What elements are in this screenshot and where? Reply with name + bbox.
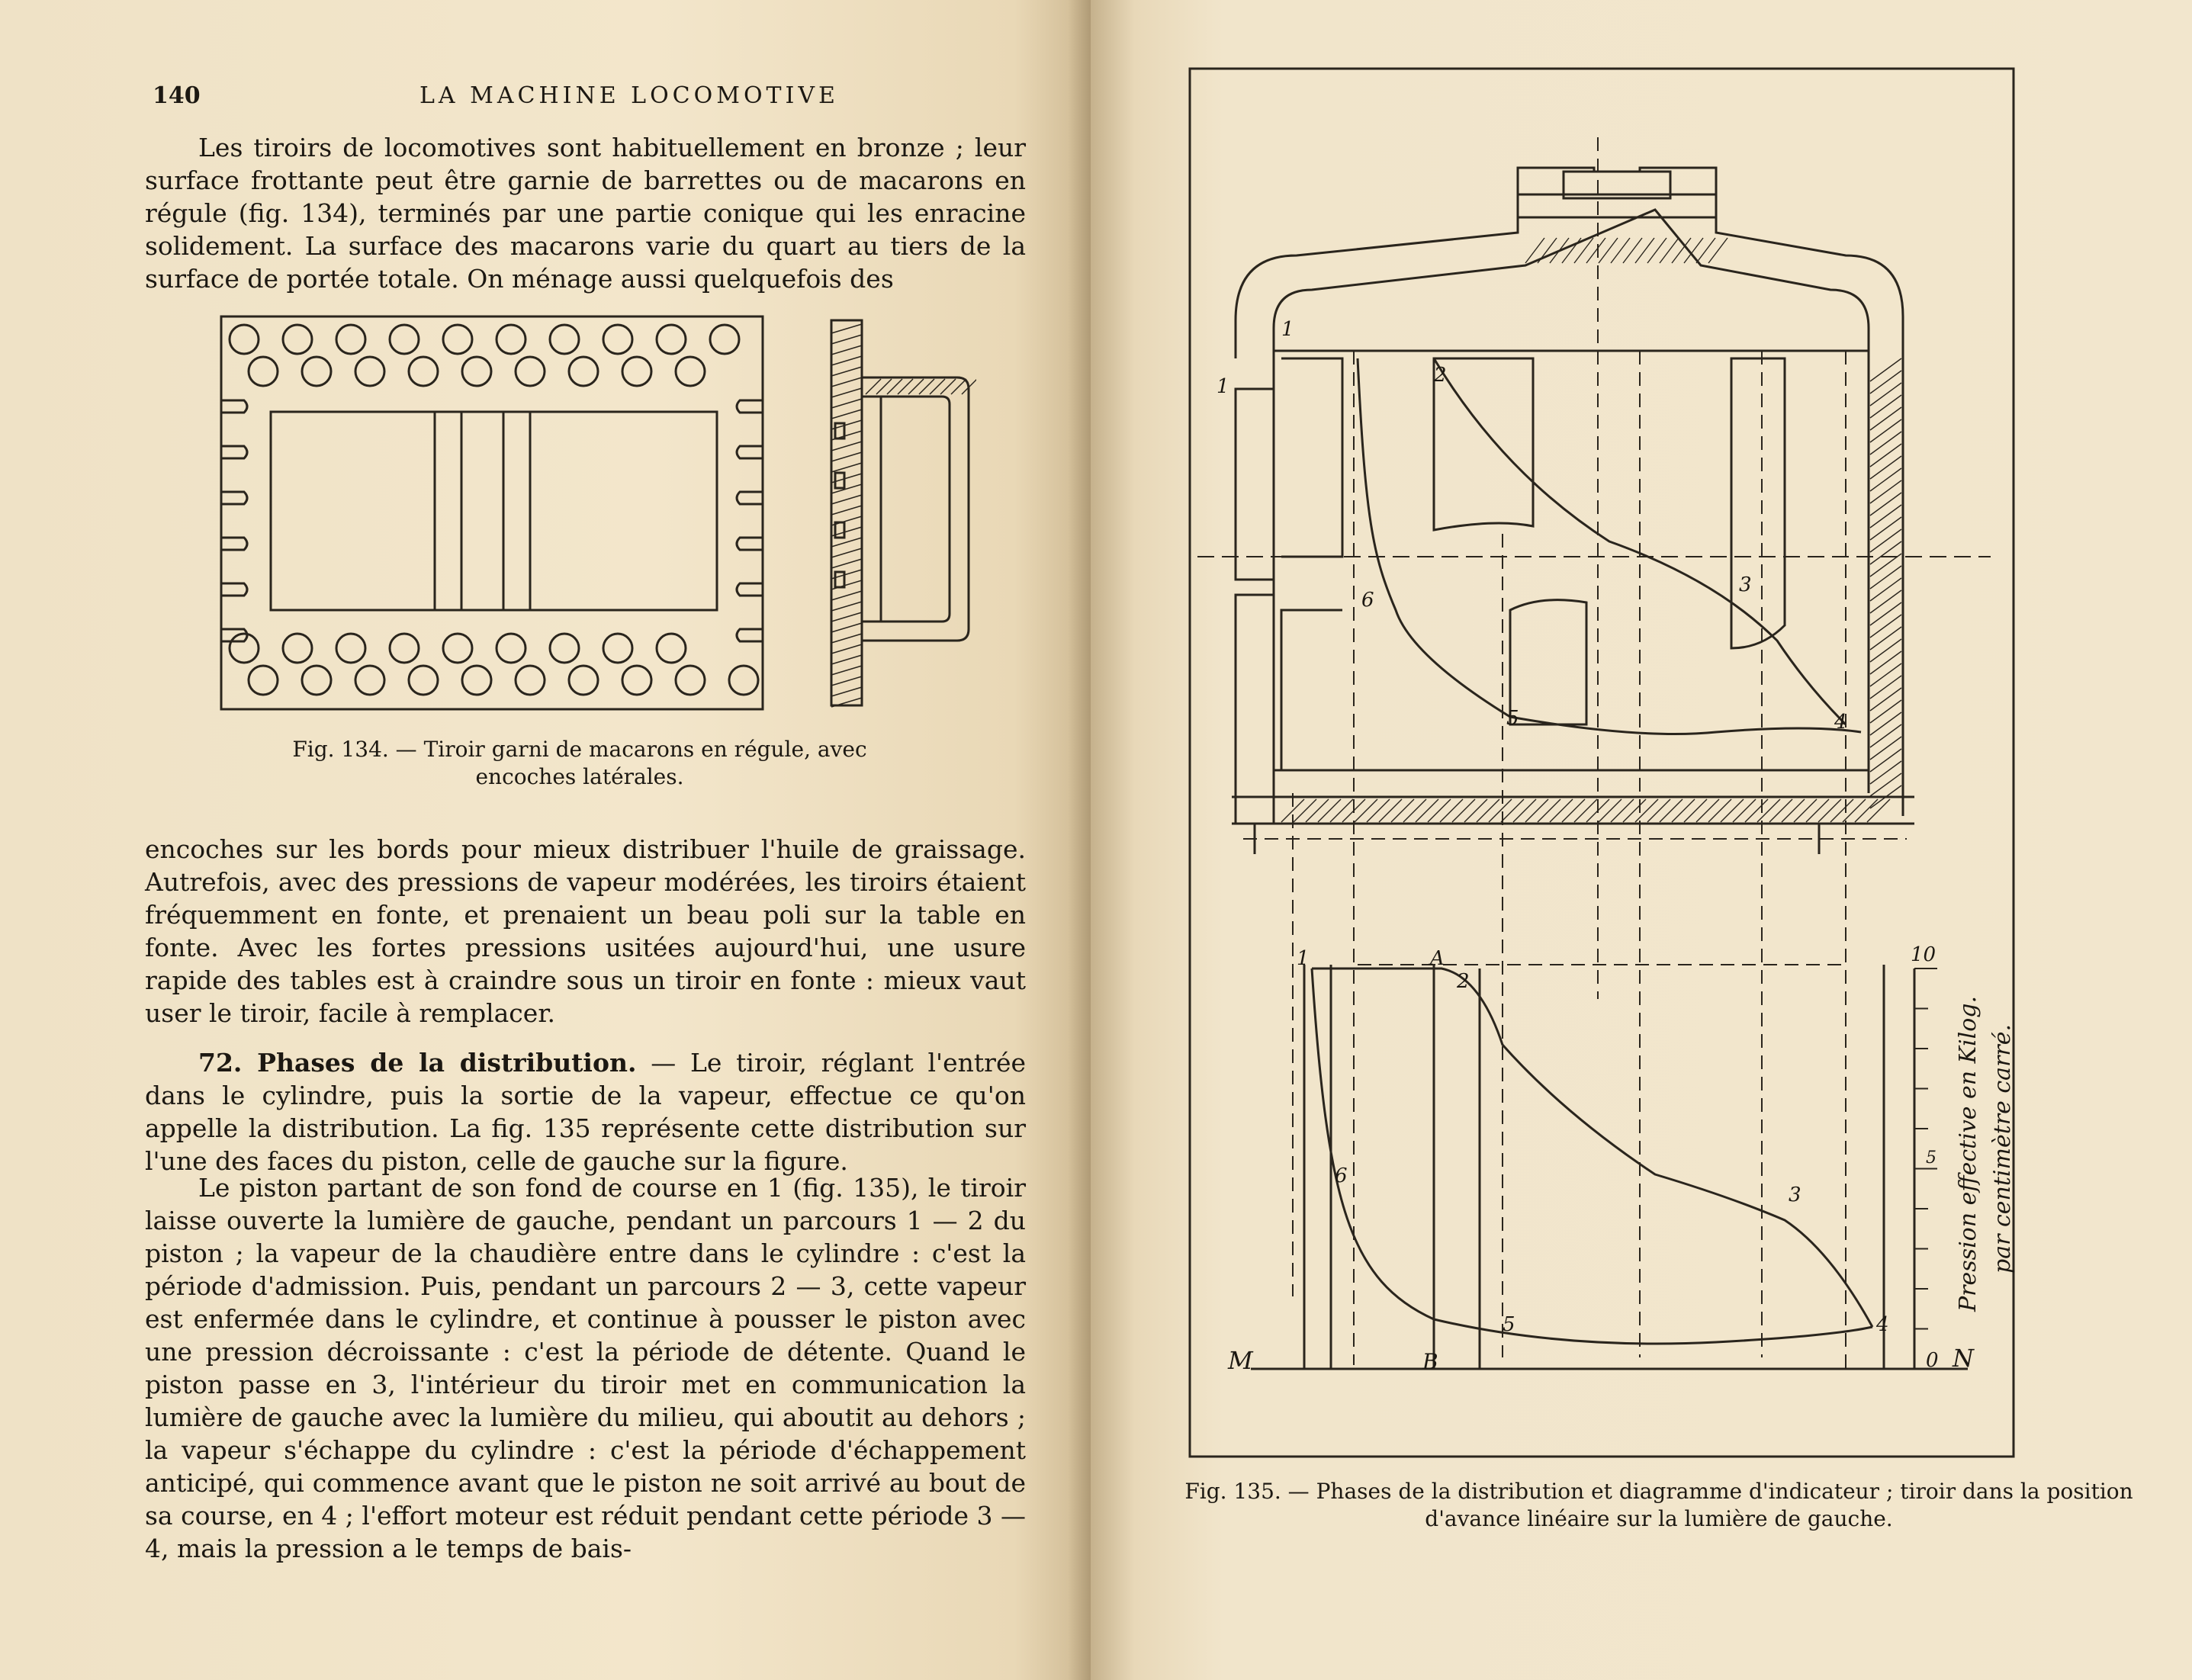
hatch-line	[831, 548, 862, 557]
hatch-line	[1550, 799, 1573, 822]
macaron-circle	[230, 634, 259, 663]
label-section-5: 5	[1506, 707, 1519, 730]
hatch-line	[1870, 517, 1901, 540]
hatch-line	[831, 623, 862, 632]
macaron-circle	[302, 666, 331, 695]
hatch-line	[1818, 799, 1841, 822]
macaron-circle	[355, 666, 384, 695]
hatch-line	[1870, 639, 1901, 662]
hatch-line	[1870, 737, 1901, 760]
hatch-line	[1870, 602, 1901, 625]
hatch-line	[1550, 238, 1569, 263]
hatch-line	[1452, 799, 1475, 822]
hatch-line	[1623, 238, 1642, 263]
hatch-line	[1870, 468, 1901, 491]
notch-right	[737, 446, 763, 458]
hatch-line	[1477, 799, 1499, 822]
hatch-line	[831, 410, 862, 419]
label-diagram-1: 1	[1297, 947, 1310, 970]
fig-134-caption: Fig. 134. — Tiroir garni de macarons en régule, avec encoches latérales.	[292, 737, 867, 789]
macaron-circle	[603, 325, 632, 354]
notch-left	[221, 446, 247, 458]
macaron-circle	[409, 666, 438, 695]
hatch-line	[1870, 456, 1901, 479]
hatch-line	[831, 367, 862, 376]
hatch-line	[1708, 238, 1728, 263]
label-section-1: 1	[1281, 318, 1294, 341]
hatch-line	[831, 644, 862, 654]
hatch-line	[831, 602, 862, 611]
hatch-line	[1757, 799, 1780, 822]
hatch-line	[1870, 627, 1901, 650]
hatch-line	[1367, 799, 1390, 822]
label-diagram-10: 10	[1911, 943, 1936, 966]
hatch-line	[831, 687, 862, 696]
hatch-line	[1684, 799, 1707, 822]
page-number: 140	[153, 82, 201, 109]
hatch-line	[831, 559, 862, 568]
macaron-circle	[657, 325, 686, 354]
label-section-3: 3	[1739, 573, 1752, 596]
hatch-line	[1391, 799, 1414, 822]
guide-lines	[1243, 137, 1907, 1373]
hatch-line	[831, 538, 862, 547]
hatch-line	[831, 377, 862, 387]
hatch-line	[1870, 700, 1901, 723]
macaron-circle	[409, 357, 438, 386]
macaron-circle	[550, 325, 579, 354]
hatch-line	[1318, 799, 1341, 822]
hatch-line	[831, 335, 862, 344]
hatch-line	[1416, 799, 1438, 822]
hatch-line	[1538, 238, 1557, 263]
notch-left	[221, 492, 247, 504]
hatch-line	[1830, 799, 1853, 822]
hatch-line	[1306, 799, 1329, 822]
macaron-circle	[516, 666, 545, 695]
hatch-line	[1870, 712, 1901, 735]
axis-label-unit: par centimètre carré.	[1989, 1023, 2016, 1274]
hatch-line	[1745, 799, 1768, 822]
notch-right	[737, 400, 763, 413]
hatch-line	[1708, 799, 1731, 822]
notch-left	[221, 583, 247, 596]
macaron-circle	[336, 634, 365, 663]
hatch-line	[1870, 358, 1901, 381]
label-diagram-2: 2	[1457, 970, 1470, 993]
hatch-line	[1870, 663, 1901, 686]
hatch-line	[1440, 799, 1463, 822]
label-diagram-5: 5	[1503, 1313, 1515, 1336]
macaron-circle	[462, 357, 491, 386]
hatch-line	[831, 591, 862, 600]
hatch-line	[1294, 799, 1316, 822]
paragraph-2: encoches sur les bords pour mieux distribuer l'huile de graissage. Autrefois, avec des pressions de vapeur modérées, les tiroirs étaient fréquemment en fonte, et prenaient un beau poli sur la table en fonte. Avec les fortes pressions usitées aujourd'hui, une usure rapide des tables est à craindre sous un tiroir en fonte : mieux vaut user le tiroir, facile à remplacer.	[145, 834, 1026, 1028]
hatch-line	[1574, 238, 1593, 263]
paragraph-1: Les tiroirs de locomotives sont habituellement en bronze ; leur surface frottante peut être garnie de barrettes ou de macarons en régule (fig. 134), terminés par une partie conique qui les enracine solidement. La surface des macarons varie du quart au tiers de la surface de portée totale. On ménage aussi quelquefois des	[145, 133, 1026, 294]
macaron-circle	[283, 634, 312, 663]
label-scale-5: 5	[1926, 1148, 1936, 1168]
notch-left	[221, 629, 247, 641]
indicator-diagram	[1251, 965, 1968, 1369]
macaron-circle	[710, 325, 739, 354]
running-title: LA MACHINE LOCOMOTIVE	[419, 82, 839, 109]
hatch-line	[1870, 566, 1901, 589]
notch-right	[737, 492, 763, 504]
macaron-circle	[336, 325, 365, 354]
hatch-line	[831, 442, 862, 451]
hatch-line	[831, 612, 862, 622]
paragraph-4: Le piston partant de son fond de course en 1 (fig. 135), le tiroir laisse ouverte la lumière de gauche, pendant un parcours 1 — 2 du piston ; la vapeur de la chaudière entre dans le cylindre : c'est la période d'admission. Puis, pendant un parcours 2 — 3, cette vapeur est enfermée dans le cylindre, et continue à pousser le piston avec une pression décroissante : c'est la période de détente. Quand le piston passe en 3, l'intérieur du tiroir met en communication la lumière de gauche avec la lumière du milieu, qui aboutit au dehors ; la vapeur s'échappe du cylindre : c'est la période d'échappement anticipé, qui commence avant que le piston ne soit arrivé au bout de sa course, en 4 ; l'effort moteur est réduit pendant cette période 3 — 4, mais la pression a le temps de bais-	[145, 1173, 1026, 1563]
hatch-line	[1721, 799, 1744, 822]
hatch-line	[1586, 238, 1605, 263]
label-section-4: 4	[1834, 711, 1847, 734]
macaron-circle	[497, 325, 526, 354]
hatch-line	[1733, 799, 1756, 822]
hatch-line	[1870, 749, 1901, 772]
hatch-line	[1870, 419, 1901, 442]
macaron-circle	[390, 634, 419, 663]
hatch-line	[1538, 799, 1560, 822]
hatch-line	[831, 655, 862, 664]
paragraph-3	[145, 1046, 1026, 1177]
hatch-line	[1660, 238, 1679, 263]
label-section-6: 6	[1361, 589, 1374, 612]
section-heading: 72. Phases de la distribution.	[198, 1048, 637, 1078]
label-diagram-M: M	[1228, 1346, 1253, 1375]
label-diagram-B: B	[1422, 1349, 1438, 1374]
hatch-line	[1870, 773, 1901, 796]
label-diagram-N: N	[1953, 1344, 1974, 1373]
label-diagram-6: 6	[1335, 1164, 1348, 1187]
hatch-line	[1870, 676, 1901, 699]
hatch-line	[831, 634, 862, 643]
hatch-line	[1635, 238, 1654, 263]
macaron-circle	[729, 666, 758, 695]
hatch-line	[1525, 799, 1548, 822]
regule-macarons	[230, 325, 758, 695]
hatch-line	[1855, 799, 1878, 822]
label-section-2: 2	[1434, 364, 1447, 387]
hatch-line	[1464, 799, 1487, 822]
hatch-line	[1870, 480, 1901, 503]
hatch-line	[1513, 799, 1536, 822]
hatch-line	[1635, 799, 1658, 822]
macaron-circle	[657, 634, 686, 663]
macaron-circle	[355, 357, 384, 386]
hatch-line	[1870, 371, 1901, 393]
hatch-line	[1870, 578, 1901, 601]
cylinder-section	[1197, 168, 1991, 854]
macaron-circle	[497, 634, 526, 663]
macaron-circle	[249, 357, 278, 386]
hatch-line	[1330, 799, 1353, 822]
hatch-line	[1870, 432, 1901, 455]
page-header	[153, 82, 1030, 120]
hatch-line	[1684, 238, 1703, 263]
hatch-line	[831, 666, 862, 675]
hatch-line	[1599, 238, 1618, 263]
hatch-line	[831, 345, 862, 355]
hatch-line	[1870, 383, 1901, 406]
label-diagram-4: 4	[1876, 1313, 1889, 1336]
pressure-scale-ticks	[1914, 968, 1937, 1369]
label-section-1b: 1	[1217, 375, 1229, 398]
macaron-circle	[390, 325, 419, 354]
valve-cavity	[271, 412, 717, 610]
hatch-line	[1870, 688, 1901, 711]
hatch-line	[1870, 505, 1901, 528]
notch-left	[221, 538, 247, 550]
hatch-line	[1599, 799, 1622, 822]
macaron-circle	[622, 357, 651, 386]
hatch-line	[1870, 761, 1901, 784]
paragraph-3-text: — Le tiroir, réglant l'entrée dans le cylindre, puis la sortie de la vapeur, effectue ce qu'on appelle la distribution. La fig. 135 représente cette distribution sur l'une des faces du piston, celle de gauche sur la figure.	[145, 1048, 1026, 1176]
hatch-line	[1428, 799, 1451, 822]
notch-right	[737, 538, 763, 550]
hatch-line	[1870, 407, 1901, 430]
left-page	[0, 0, 1091, 1680]
macaron-circle	[249, 666, 278, 695]
fig-134-drawing	[214, 309, 976, 721]
macaron-circle	[443, 325, 472, 354]
hatch-line	[831, 463, 862, 472]
macaron-circle	[462, 666, 491, 695]
macaron-circle	[569, 357, 598, 386]
hatch-line	[1660, 799, 1683, 822]
hatch-line	[1870, 529, 1901, 552]
hatch-line	[831, 356, 862, 365]
hatch-line	[1611, 238, 1630, 263]
macaron-circle	[230, 325, 259, 354]
label-diagram-A: A	[1430, 947, 1445, 970]
hatch-line	[1870, 590, 1901, 613]
hatch-line	[1355, 799, 1377, 822]
hatch-line	[1562, 799, 1585, 822]
hatch-line	[1782, 799, 1805, 822]
macaron-circle	[622, 666, 651, 695]
hatch-line	[1870, 444, 1901, 467]
hatch-line	[831, 388, 862, 397]
macaron-circle	[550, 634, 579, 663]
axis-label-pressure: Pression effective en Kilog.	[1955, 995, 1981, 1312]
macaron-circle	[516, 357, 545, 386]
hatch-line	[1769, 799, 1792, 822]
hatch-line	[831, 399, 862, 408]
hatch-line	[1562, 238, 1581, 263]
label-diagram-3: 3	[1789, 1184, 1801, 1206]
hatch-line	[1806, 799, 1829, 822]
notch-left	[221, 400, 247, 413]
hatch-line	[1870, 395, 1901, 418]
label-diagram-0: 0	[1926, 1349, 1939, 1372]
section-hatching	[831, 324, 976, 707]
notch-right	[737, 629, 763, 641]
hatch-line	[1647, 799, 1670, 822]
hatch-line	[1489, 799, 1512, 822]
hatch-line	[831, 452, 862, 461]
notch-right	[737, 583, 763, 596]
fig-135-caption: Fig. 135. — Phases de la distribution et diagramme d'indicateur ; tiroir dans la position d'avance linéaire sur la lumière de gauche.	[1184, 1479, 2133, 1531]
fig-135-drawing	[1182, 61, 2097, 1464]
hatch-line	[1501, 799, 1524, 822]
hatch-line	[831, 506, 862, 515]
hatch-line	[1870, 541, 1901, 564]
hatch-line	[1574, 799, 1597, 822]
figure-frame	[1190, 69, 2014, 1457]
hatch-line	[1672, 799, 1695, 822]
hatch-line	[1794, 799, 1817, 822]
hatch-line	[1379, 799, 1402, 822]
macaron-circle	[302, 357, 331, 386]
macaron-circle	[603, 634, 632, 663]
macaron-circle	[676, 357, 705, 386]
hatch-line	[1870, 724, 1901, 747]
hatch-line	[831, 495, 862, 504]
right-page	[1091, 0, 2192, 1680]
macaron-circle	[443, 634, 472, 663]
hatch-line	[1403, 799, 1426, 822]
lateral-notches	[221, 400, 763, 641]
hatch-line	[1870, 615, 1901, 638]
hatch-line	[831, 676, 862, 686]
macaron-circle	[283, 325, 312, 354]
hatch-line	[1870, 493, 1901, 516]
hatch-line	[1611, 799, 1634, 822]
hatch-line	[1623, 799, 1646, 822]
hatch-line	[1696, 238, 1715, 263]
hatch-line	[1870, 651, 1901, 674]
hatch-line	[831, 516, 862, 525]
hatch-line	[831, 324, 862, 333]
hatch-line	[1696, 799, 1719, 822]
macaron-circle	[569, 666, 598, 695]
macaron-circle	[676, 666, 705, 695]
hatch-line	[1647, 238, 1666, 263]
